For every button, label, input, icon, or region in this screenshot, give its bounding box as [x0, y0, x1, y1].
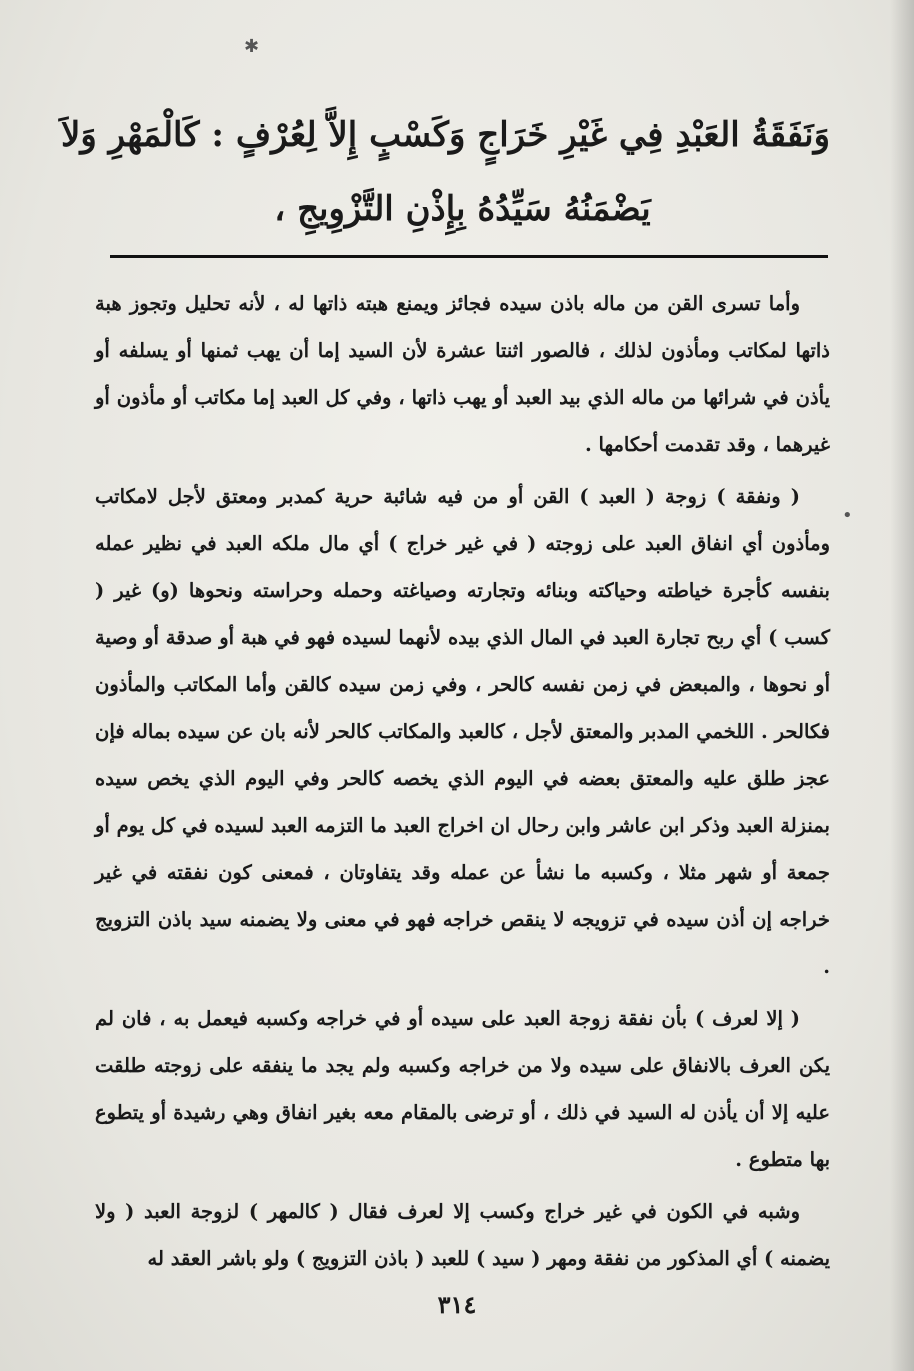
commentary-body: [95, 280, 830, 1287]
commentary-paragraph-1: وأما تسرى القن من ماله باذن سيده فجائز ويمنع هبته ذاتها له ، لأنه تحليل وتجوز هبة ذاتها لمكاتب ومأذون لذلك ، فالصور اثنتا عشرة لأن السيد إما أن يهب ثمنها أو يسلفه أو يأذن في شرائها من ماله الذي بيد العبد أو يهب ذاتها ، وفي كل العبد إما مكاتب أو مأذون أو غيرهما ، وقد تقدمت أحكامها .: [95, 292, 830, 456]
divider-rule: [110, 255, 828, 258]
commentary-paragraph-2: ( ونفقة ) زوجة ( العبد ) القن أو من فيه شائبة حرية كمدبر ومعتق لأجل لامكاتب ومأذون أي انفاق العبد على زوجته ( في غير خراج ) أي مال ملكه العبد في نظير عمله بنفسه كأجرة خياطته وحياكته وبنائه وتجارته وصياغته وحمله وحراسته ونحوها (و) غير ( كسب ) أي ربح تجارة العبد في المال الذي بيده لأنهما لسيده فهو في هبة أو صدقة أو وصية أو نحوها ، والمبعض في زمن نفسه كالحر ، وفي زمن سيده كالقن وأما المكاتب والمأذون فكالحر . اللخمي المدبر والمعتق لأجل ، كالعبد والمكاتب كالحر لأنه بان عن سيده بماله فإن عجز طلق عليه والمعتق بعضه في اليوم الذي يخصه كالحر وفي اليوم الذي يخص سيده بمنزلة العبد وذكر ابن عاشر وابن رحال ان اخراج العبد ما التزمه العبد لسيده في كل يوم أو جمعة أو شهر مثلا ، وكسبه ما نشأ عن عمله وقد يتفاوتان ، فمعنى كون نفقته في غير خراجه إن أذن سيده في تزويجه لا ينقص خراجه فهو في معنى ولا يضمنه سيد باذن التزويج .: [95, 485, 830, 978]
page-number: ٣١٤: [437, 1290, 477, 1319]
verse-line-2: يَضْمَنُهُ سَيِّدُهُ بِإِذْنِ التَّزْوِيجِ ،: [274, 189, 651, 229]
scan-speck: •: [842, 505, 853, 526]
page-edge-shadow: [890, 0, 914, 1371]
scan-speck: ✱: [244, 36, 260, 57]
commentary-paragraph-3: ( إلا لعرف ) بأن نفقة زوجة العبد على سيده أو في خراجه وكسبه فيعمل به ، فان لم يكن العرف بالانفاق على سيده ولا من خراجه وكسبه ولم يجد ما ينفقه على زوجته طلقت عليه إلا أن يأذن له السيد في ذلك ، أو ترضى بالمقام معه بغير انفاق وهي رشيدة أو يتطوع بها متطوع .: [95, 1007, 830, 1171]
verse-line-1: وَنَفَقَةُ العَبْدِ فِي غَيْرِ خَرَاجٍ وَكَسْبٍ إِلاَّ لِعُرْفٍ : كَالْمَهْرِ وَلاَ: [60, 115, 830, 155]
commentary-paragraph-4: وشبه في الكون في غير خراج وكسب إلا لعرف فقال ( كالمهر ) لزوجة العبد ( ولا يضمنه ) أي المذكور من نفقة ومهر ( سيد ) للعبد ( باذن التزويج ) ولو باشر العقد له: [95, 1200, 830, 1270]
